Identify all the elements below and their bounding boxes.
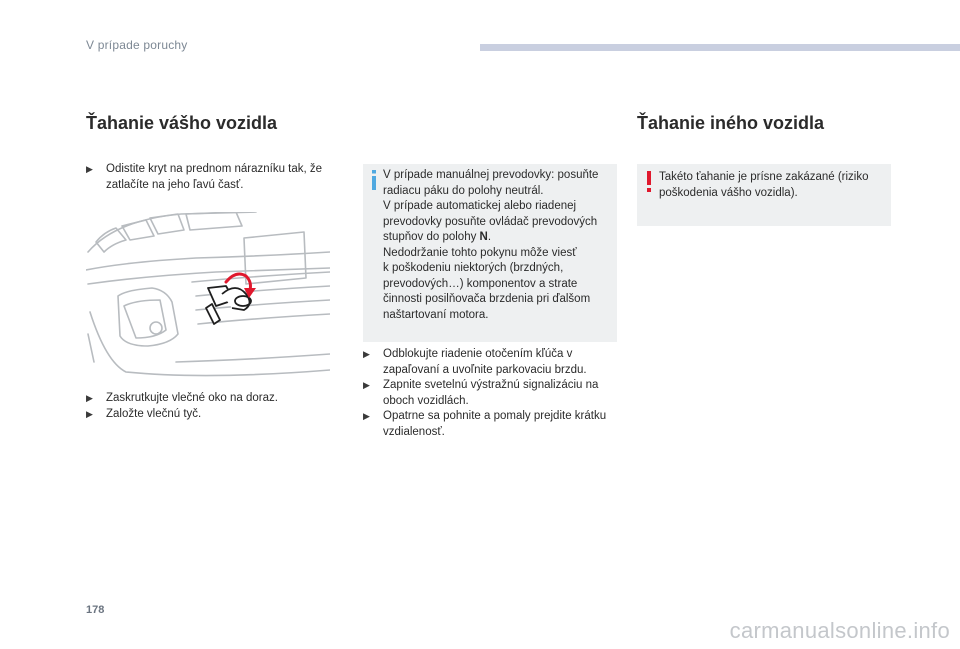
- list-item: [86, 162, 352, 193]
- step-text: Opatrne sa pohnite a pomaly prejdite krátku vzdialenosť.: [383, 410, 607, 438]
- step-text: Zapnite svetelnú výstražnú signalizáciu na oboch vozidlách.: [383, 379, 599, 407]
- warning-text: Takéto ťahanie je prísne zakázané (riziko poškodenia vášho vozidla).: [659, 171, 869, 199]
- step-text: Odistite kryt na prednom nárazníku tak, že zatlačíte na jeho ľavú časť.: [106, 163, 323, 191]
- info-text-segment: .: [487, 231, 492, 243]
- bumper-towing-eye-illustration: [86, 212, 330, 384]
- list-item: [86, 391, 352, 407]
- middle-steps: [363, 347, 623, 440]
- step-bullet-icon: ▶: [363, 349, 370, 359]
- page-number: 178: [86, 604, 105, 616]
- left-steps-top: [86, 162, 352, 193]
- info-note-text: [383, 168, 613, 323]
- step-bullet-icon: ▶: [86, 393, 93, 403]
- heading-towing-another-vehicle: Ťahanie iného vozidla: [637, 113, 825, 133]
- header-bar: [480, 44, 960, 51]
- info-line: [383, 230, 613, 246]
- bumper-drawing-icon: [86, 212, 330, 384]
- list-item: [363, 378, 623, 409]
- info-line: naštartovaní motora.: [383, 308, 489, 321]
- warning-note-box: [637, 164, 891, 226]
- left-steps-bottom: [86, 391, 352, 422]
- info-line: prevodových…) komponentov a strate: [383, 277, 578, 290]
- list-item: [363, 347, 623, 378]
- step-bullet-icon: ▶: [363, 411, 370, 421]
- info-line: činnosti posilňovača brzdenia pri ďalšom: [383, 293, 591, 305]
- info-line: V prípade automatickej alebo riadenej: [383, 200, 577, 212]
- info-icon: [368, 170, 380, 190]
- info-line: prevodovky posuňte ovládač prevodových: [383, 215, 598, 228]
- info-line: k poškodeniu niektorých (brzdných,: [383, 262, 564, 274]
- list-item: [86, 407, 352, 423]
- list-item: [363, 409, 623, 440]
- section-header-label: V prípade poruchy: [86, 38, 188, 52]
- heading-towing-your-vehicle: Ťahanie vášho vozidla: [86, 113, 278, 133]
- info-text-segment: stupňov do polohy: [383, 231, 480, 243]
- step-text: Založte vlečnú tyč.: [106, 407, 202, 420]
- info-line: V prípade manuálnej prevodovky: posuňte: [383, 169, 599, 181]
- info-line: radiacu páku do polohy neutrál.: [383, 184, 544, 197]
- info-line: Nedodržanie tohto pokynu môže viesť: [383, 246, 577, 259]
- step-bullet-icon: ▶: [363, 380, 370, 390]
- step-bullet-icon: ▶: [86, 164, 93, 174]
- step-text: Zaskrutkujte vlečné oko na doraz.: [106, 392, 278, 404]
- gear-position-n: N: [479, 231, 488, 243]
- step-text: Odblokujte riadenie otočením kľúča v zapaľovaní a uvoľnite parkovaciu brzdu.: [383, 348, 587, 376]
- info-note-box: [363, 164, 617, 342]
- watermark-text: carmanualsonline.info: [729, 618, 950, 643]
- warning-icon: [645, 171, 653, 193]
- step-bullet-icon: ▶: [86, 408, 93, 419]
